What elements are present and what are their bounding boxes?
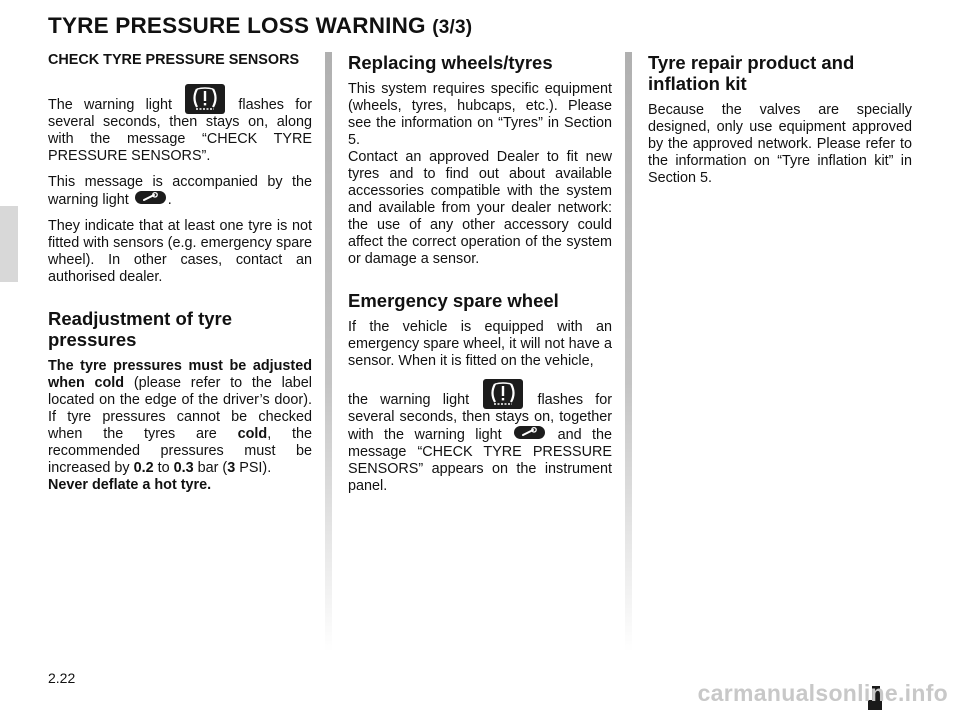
service-wrench-icon	[514, 426, 545, 439]
text-bold: 0.3	[173, 460, 194, 476]
section-tab	[0, 206, 18, 282]
text-fragment: PSI).	[235, 460, 272, 476]
page-title	[48, 13, 472, 39]
text-bold: 0.2	[133, 460, 154, 476]
text-fragment: , the recommended pressures must be increased by	[48, 426, 312, 476]
paragraph-not-fitted: They indicate that at least one tyre is not fitted with sensors (e.g. emergency spare wheel). In other cases, contact an authorised dealer.	[48, 218, 312, 285]
text-bold: The tyre pressures must be adjusted when cold	[48, 358, 312, 391]
paragraph-accompanied	[48, 174, 312, 209]
text-fragment: the warning light	[348, 392, 470, 408]
section-heading-readjustment: Readjustment of tyre pressures	[48, 308, 233, 350]
paragraph-repair-kit: Because the valves are specially designed, only use equipment approved by the approved network. Please refer to the information on “Tyre inflation kit” in Section 5.	[648, 102, 912, 186]
text-fragment: .	[167, 192, 172, 208]
column-2	[348, 52, 612, 504]
text-fragment: (please refer to the label located on the edge of the driver’s door). If tyre pressures cannot be checked when the tyres are	[48, 375, 312, 442]
service-wrench-icon	[135, 191, 166, 204]
text-fragment: This message is accompanied by the warning light	[48, 174, 312, 208]
text-fragment: The warning light	[48, 97, 172, 113]
column-divider-right	[625, 52, 632, 652]
watermark: carmanualsonline.info	[697, 680, 948, 706]
text-bold: cold	[237, 426, 268, 442]
paragraph-contact-dealer: Contact an approved Dealer to fit new tyres and to find out about available accessories compatible with the system and available from your dealer network: the use of any other accessory could affect the correct operation of the system or damage a sensor.	[348, 149, 612, 267]
text-fragment: flashes for several seconds, then stays on, along with the message “CHECK TYRE PRESSURE SENSORS”.	[48, 97, 312, 164]
section-heading-emergency-spare: Emergency spare wheel	[348, 290, 559, 311]
text-bold: Never deflate a hot tyre.	[48, 477, 212, 493]
page-number: 2.22	[48, 670, 76, 686]
section-heading-replacing-wheels: Replacing wheels/tyres	[348, 52, 553, 73]
text-fragment: to	[153, 460, 174, 476]
tyre-pressure-warning-icon	[483, 379, 523, 409]
text-bold: 3	[227, 460, 236, 476]
tyre-pressure-warning-icon	[185, 84, 225, 114]
paragraph-specific-equipment: This system requires specific equipment (wheels, tyres, hubcaps, etc.). Please see the information on “Tyres” in Section 5.	[348, 81, 612, 148]
section-heading-repair-kit: Tyre repair product and inflation kit	[648, 52, 855, 94]
title-main: TYRE PRESSURE LOSS WARNING	[48, 13, 426, 38]
column-3	[648, 52, 912, 196]
text-fragment: and the message “CHECK TYRE PRESSURE SENSORS” appears on the instrument panel.	[348, 427, 613, 494]
title-suffix: (3/3)	[432, 17, 473, 38]
paragraph-emergency-spare: If the vehicle is equipped with an emergency spare wheel, it will not have a sensor. When it is fitted on the vehicle,	[348, 319, 612, 369]
text-fragment: flashes for several seconds, then stays on, together with the warning light	[348, 392, 613, 443]
section-heading-check-sensors: CHECK TYRE PRESSURE SENSORS	[48, 52, 300, 68]
column-1	[48, 52, 312, 503]
paragraph-readjustment	[48, 358, 312, 494]
column-divider-left	[325, 52, 332, 652]
paragraph-warning-light	[48, 84, 312, 165]
text-fragment: bar (	[193, 460, 228, 476]
paragraph-spare-warning	[348, 379, 612, 495]
